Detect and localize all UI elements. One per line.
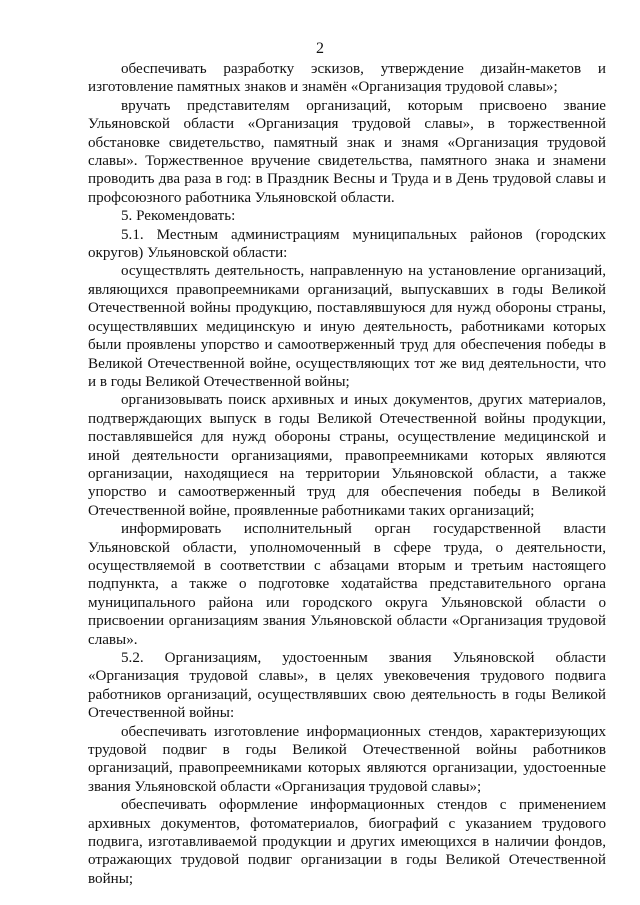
paragraph: информировать исполнительный орган государственной власти Ульяновской области, уполномоченный в сфере труда, о деятельности, осуществляемой в соответствии с абзацами вторым и третьим настоящего подпункта, а также о подготовке ходатайства представительного органа муниципального района или городского округа Ульяновской области о присвоении организациям звания Ульяновской области «Организация трудовой славы». xyxy=(88,521,606,648)
paragraph: организовывать поиск архивных и иных документов, других материалов, подтверждающих выпуск в годы Великой Отечественной войны продукции, поставлявшейся для нужд обороны страны, осуществление медицинской и иной деятельности организациями, правопреемниками которых являются организации, находящиеся на территории Ульяновской области, а также упорство и самоотверженный труд для обеспечения победы в Великой Отечественной войне, проявленные работниками таких организаций; xyxy=(88,392,606,519)
paragraph: обеспечивать разработку эскизов, утверждение дизайн-макетов и изготовление памятных знаков и знамён «Организация трудовой славы»; xyxy=(88,61,606,96)
paragraph: 5. Рекомендовать: xyxy=(121,208,236,225)
page-number: 2 xyxy=(316,40,324,57)
paragraph: вручать представителям организаций, которым присвоено звание Ульяновской области «Организация трудовой славы», в торжественной обстановке свидетельство, памятный знак и знамя «Организация трудовой славы». Торжественное вручение свидетельства, памятного знака и знамени проводить два раза в год: в Праздник Весны и Труда и в День трудовой славы и профсоюзного работника Ульяновской области. xyxy=(88,97,606,206)
paragraph: 5.1. Местным администрациям муниципальных районов (городских округов) Ульяновской области: xyxy=(88,226,606,262)
paragraph: обеспечивать оформление информационных стендов с применением архивных документов, фотоматериалов, биографий с указанием трудового подвига, изготавливаемой продукции и других имеющихся в наличии фондов, отражающих трудовой подвиг организации в годы Великой Отечественной войны; xyxy=(88,797,606,887)
paragraph: осуществлять деятельность, направленную на установление организаций, являющихся правопреемниками организаций, выпускавших в годы Великой Отечественной войны продукцию, поставлявшуюся для нужд обороны страны, осуществлявших медицинскую и иную деятельность, работниками которых были проявлены упорство и самоотверженный труд для обеспечения победы в Великой Отечественной войне, осуществляющих тот же вид деятельности, что и в годы Великой Отечественной войны; xyxy=(88,263,606,390)
document-body xyxy=(88,60,606,888)
paragraph: 5.2. Организациям, удостоенным звания Ульяновской области «Организация трудовой славы», в целях увековечения трудового подвига работников организаций, осуществлявших свою деятельность в годы Великой Отечественной войны: xyxy=(88,650,606,722)
paragraph: обеспечивать изготовление информационных стендов, характеризующих трудовой подвиг в годы Великой Отечественной войны работников организаций, правопреемниками которых являются организации, удостоенные звания Ульяновской области «Организация трудовой славы»; xyxy=(88,723,606,795)
